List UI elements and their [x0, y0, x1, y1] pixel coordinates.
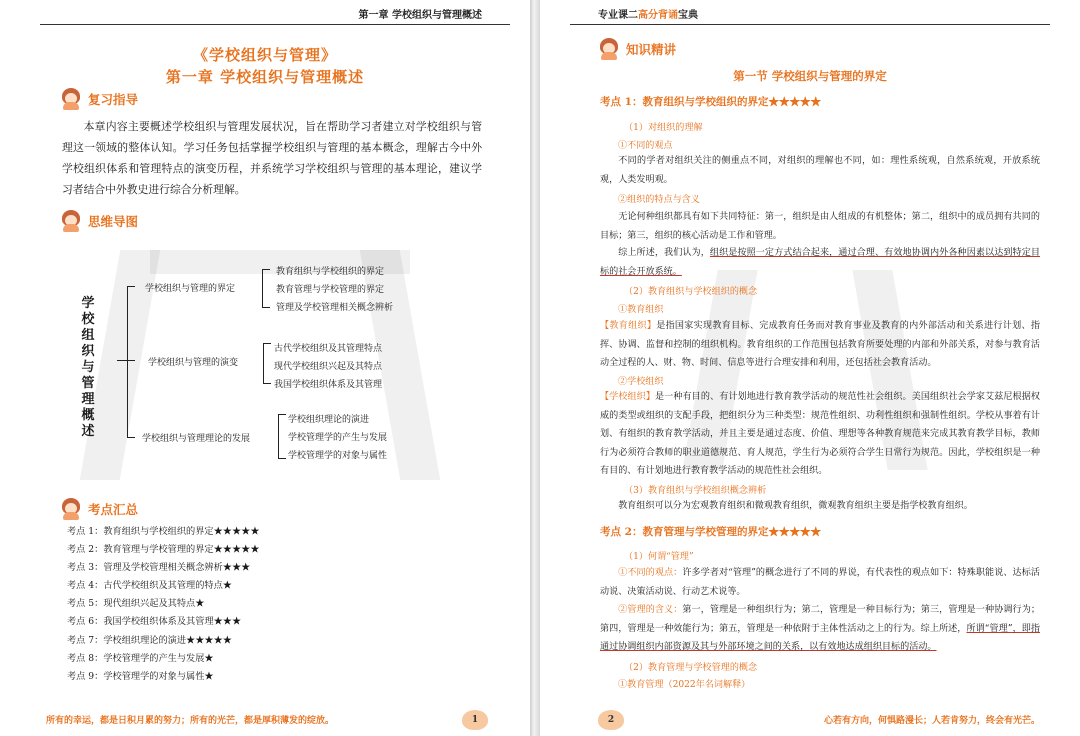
- underlined-text: 组织是按照一定方式结合起来，通过合理、有效地协调内外各种因素以达到特定目标的社会开放系统。: [600, 248, 1040, 277]
- exam-point-1-heading: 考点 1：教育组织与学校组织的界定★★★★★: [600, 96, 821, 108]
- subheading: （2）教育组织与学校组织的概念: [624, 287, 758, 297]
- list-item: 考点 6：我国学校组织体系及其管理★★★: [67, 616, 242, 628]
- subheading: （2）教育管理与学校管理的概念: [624, 663, 758, 673]
- right-page: [540, 0, 1080, 736]
- footer-quote: 心若有方向，何惧路漫长；人若肯努力，终会有光芒。: [823, 716, 1040, 726]
- mindmap-connector: [278, 414, 279, 458]
- mindmap-leaf: 我国学校组织体系及其管理: [274, 380, 383, 390]
- mindmap-leaf: 古代学校组织及其管理特点: [274, 344, 383, 354]
- review-paragraph: 本章内容主要概述学校组织与管理发展状况，旨在帮助学习者建立对学校组织与管理这一领域的整体认知。学习任务包括掌握学校组织与管理的基本概念，理解古今中外学校组织体系和管理特点的演变历程，并系统学习学校组织与管理的基本理论，建议学习者结合中外教史进行综合分析理解。: [62, 120, 482, 196]
- review-heading-label: 复习指导: [88, 92, 139, 107]
- page-number: 1: [462, 710, 488, 730]
- chapter-title: 第一章 学校组织与管理概述: [165, 68, 365, 86]
- mindmap-connector: [263, 343, 264, 383]
- mindmap-connector: [278, 414, 286, 415]
- header-prefix: 专业课二: [598, 10, 638, 21]
- book-title: 《学校组织与管理》: [192, 46, 337, 64]
- exam-points-list: [67, 523, 260, 686]
- term-label: 【教育组织】: [600, 321, 657, 331]
- mindmap-connector: [127, 360, 135, 361]
- exam-point-2-heading: 考点 2：教育管理与学校管理的界定★★★★★: [600, 526, 821, 538]
- student-avatar-icon: [598, 38, 620, 60]
- mindmap-leaf: 学校管理学的对象与属性: [288, 451, 388, 461]
- mindmap-heading-label: 思维导图: [88, 214, 139, 229]
- mindmap-connector: [117, 360, 127, 361]
- header-rule: [570, 24, 1050, 25]
- mindmap-leaf: 管理及学校管理相关概念辨析: [276, 303, 394, 313]
- mindmap-connector: [262, 269, 263, 307]
- student-avatar-icon: [60, 88, 82, 110]
- mindmap-branch: 学校组织与管理理论的发展: [142, 434, 251, 444]
- mindmap-leaf: 教育管理与学校管理的界定: [276, 285, 385, 295]
- review-heading: [60, 88, 138, 110]
- mindmap-branch: 学校组织与管理的演变: [148, 358, 239, 368]
- left-page: [0, 0, 530, 736]
- mindmap-branch: 学校组织与管理的界定: [145, 284, 236, 294]
- mindmap-connector: [127, 286, 135, 287]
- text-span: 是一种有目的、有计划地进行教育教学活动的规范性社会组织。美国组织社会学家艾兹尼根据权威的类型或组织的支配手段，把组织分为三种类型：规范性组织、功利性组织和强制性组织。学校从事着有计划、有组织的教育教学活动，并且主要是通过态度、价值、理想等各种教育规范来完成其教育教学目标，教师行为必须符合教师的职业道德规范、育人规范，学生行为必须符合学生日常行为规范。因此，学校组织是一种有目的、有计划地进行教育教学活动的规范性社会组织。: [600, 392, 1040, 477]
- term-label: 【学校组织】: [600, 392, 656, 402]
- text-span: 许多学者对“管理”的概念进行了不同的界说，有代表性的观点如下：特殊职能说、达标活动说、决策活动说、行动艺术说等。: [600, 568, 1040, 597]
- list-item: 考点 4：古代学校组织及其管理的特点★: [67, 580, 232, 592]
- header-brand: 高分背诵: [638, 10, 678, 21]
- mindmap-leaf: 教育组织与学校组织的界定: [276, 267, 385, 277]
- paragraph: 教育组织可以分为宏观教育组织和微观教育组织，微观教育组织主要是指学校教育组织。: [618, 501, 973, 511]
- running-header: 第一章 学校组织与管理概述: [358, 10, 482, 21]
- subheading: ②学校组织: [618, 377, 664, 387]
- footer-quote: 所有的幸运，都是日积月累的努力；所有的光芒，都是厚积薄发的绽放。: [46, 716, 335, 726]
- summary-heading-label: 考点汇总: [88, 502, 139, 517]
- paragraph: [600, 388, 1040, 481]
- summary-heading: [60, 498, 138, 520]
- mindmap-heading: [60, 210, 138, 232]
- student-avatar-icon: [60, 498, 82, 520]
- mindmap-connector: [263, 383, 271, 384]
- paragraph: 无论何种组织都具有如下共同特征：第一，组织是由人组成的有机整体；第二，组织中的成员拥有共同的目标；第三，组织的核心活动是工作和管理。: [600, 212, 1040, 241]
- subheading: ①教育组织: [618, 305, 664, 315]
- lecture-heading: [598, 38, 676, 60]
- mindmap-leaf: 学校管理学的产生与发展: [288, 433, 388, 443]
- list-item: 考点 7：学校组织理论的演进★★★★★: [67, 634, 232, 646]
- section-title: 第一节 学校组织与管理的界定: [733, 69, 887, 83]
- mindmap-connector: [262, 269, 270, 270]
- mindmap-connector: [262, 307, 270, 308]
- underlined-text: 所谓“管理”，即指通过协调组织内部资源及其与外部环境之间的关系，以有效地达成组织目标的活动。: [600, 623, 1040, 653]
- mindmap-leaf: 现代学校组织兴起及其特点: [274, 362, 383, 372]
- mindmap-connector: [263, 343, 271, 344]
- student-avatar-icon: [60, 210, 82, 232]
- mindmap-connector: [127, 286, 128, 437]
- paragraph: 不同的学者对组织关注的侧重点不同，对组织的理解也不同，如：理性系统观，自然系统观，开放系统观，人类发明观。: [600, 156, 1040, 185]
- subheading: （3）教育组织与学校组织概念辨析: [624, 486, 767, 496]
- list-item: 考点 8：学校管理学的产生与发展★: [67, 652, 214, 664]
- text-span: 第一，管理是一种组织行为；第二，管理是一种目标行为；第三，管理是一种协调行为；第四，管理是一种效能行为；第五，管理是一种依附于主体性活动之上的行为。综上所述，: [600, 605, 1040, 634]
- paragraph: [600, 564, 1040, 601]
- subheading: ①教育管理（2022年名词解释）: [618, 680, 751, 690]
- running-header: [598, 6, 698, 21]
- header-rule: [40, 24, 510, 25]
- list-item: 考点 9：学校管理学的对象与属性★: [67, 670, 214, 682]
- list-item: 考点 1：教育组织与学校组织的界定★★★★★: [67, 526, 260, 537]
- lecture-heading-label: 知识精讲: [626, 42, 677, 57]
- mindmap-leaf: 学校组织理论的演进: [288, 415, 370, 425]
- list-item: 考点 5：现代组织兴起及其特点★: [67, 598, 205, 610]
- page-number: 2: [598, 710, 624, 730]
- mindmap-connector: [278, 458, 286, 459]
- paragraph: [600, 244, 1040, 281]
- term-label: ②管理的含义：: [618, 605, 683, 615]
- list-item: 考点 3：管理及学校管理相关概念辨析★★★: [67, 562, 251, 574]
- subheading: ②组织的特点与含义: [618, 195, 700, 205]
- subheading: ①不同的观点: [618, 141, 673, 151]
- mindmap-connector: [127, 437, 135, 438]
- header-suffix: 宝典: [678, 10, 698, 21]
- book-gutter: [530, 0, 540, 736]
- subheading: （1）对组织的理解: [624, 123, 703, 133]
- text-span: 综上所述，我们认为，: [618, 248, 710, 258]
- paragraph: [600, 317, 1040, 373]
- subheading: （1）何谓“管理”: [624, 552, 694, 562]
- paragraph: [600, 601, 1040, 657]
- list-item: 考点 2：教育管理与学校管理的界定★★★★★: [67, 544, 260, 556]
- term-label: ①不同的观点：: [618, 568, 683, 578]
- text-span: 是指国家实现教育目标、完成教育任务而对教育事业及教育的内外部活动和关系进行计划、指挥、协调、监督和控制的组织机构。教育组织的工作范围包括教育所要处理的内部和外部关系，对参与教育活动全过程的人、财、物、时间、信息等进行合理安排和利用，还包括社会教育活动。: [600, 321, 1040, 369]
- mindmap-root: 学校组织与管理概述: [81, 296, 95, 439]
